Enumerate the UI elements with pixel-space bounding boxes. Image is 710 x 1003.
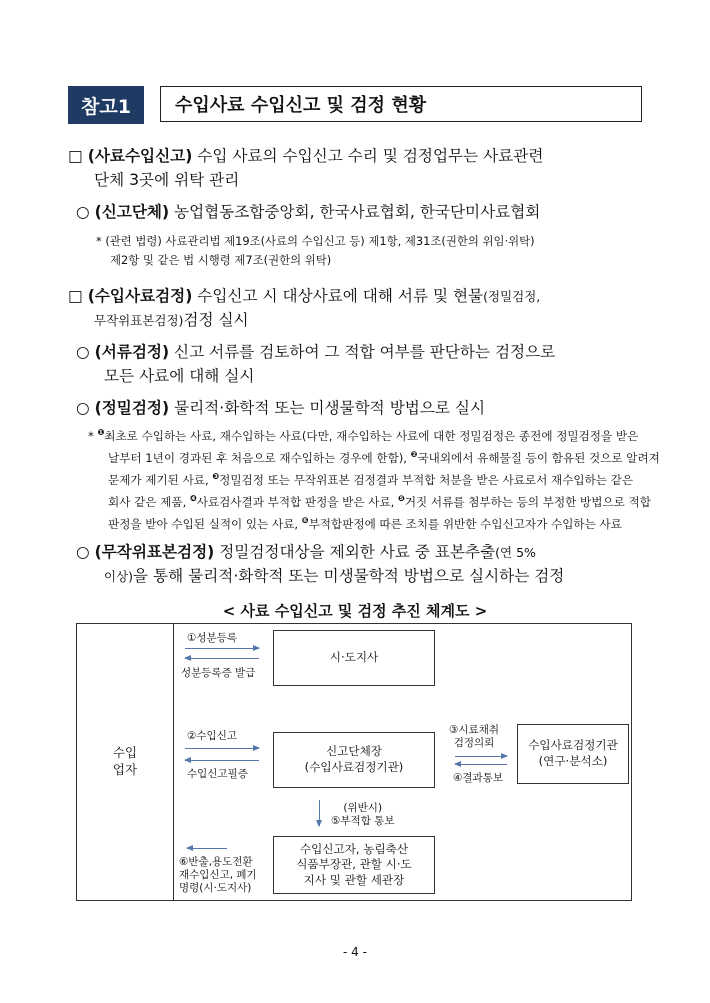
- footnote-line5: [108, 516, 622, 532]
- doc-check-line1: [76, 340, 555, 362]
- precision-check-text: 물리적·화학적 또는 미생물학적 방법으로 실시: [169, 399, 486, 417]
- num-3: ❸: [212, 472, 220, 482]
- footnote-text: 부적합판정에 따른 조치를 위반한 수입신고자가 수입하는 사료: [308, 517, 622, 531]
- footnote-line3: [108, 472, 633, 488]
- step1-return-label: 성분등록증 발급: [181, 667, 256, 679]
- page-number: - 4 -: [343, 945, 367, 959]
- page-title: [160, 86, 642, 122]
- footnote-line1: [88, 428, 638, 444]
- circle-bullet: ○: [76, 399, 90, 417]
- s2-text2: 검정 실시: [183, 311, 249, 329]
- s1-line1: [68, 144, 543, 166]
- importer-node: 수입 업자: [77, 624, 173, 900]
- step1-label: ①성분등록: [187, 632, 237, 644]
- left-arrow-icon: [185, 658, 259, 659]
- num-4: ❹: [189, 494, 197, 504]
- footnote-text: 국내외에서 유해물질 등이 함유된 것으로 알려져: [417, 451, 660, 465]
- process-diagram: [76, 623, 632, 901]
- left-arrow-icon: [187, 848, 227, 849]
- diagram-title: < 사료 수입신고 및 검정 추진 체계도 >: [222, 602, 488, 620]
- lab-node: 수입사료검정기관 (연구·분석소): [517, 724, 629, 784]
- precision-check: [76, 396, 485, 418]
- s2-line1: [68, 284, 540, 306]
- doc-check-text1: 신고 서류를 검토하여 그 적합 여부를 판단하는 검정으로: [169, 343, 556, 361]
- random-check-text2: 을 통해 물리적·화학적 또는 미생물학적 방법으로 실시하는 검정: [133, 567, 565, 585]
- circle-bullet: ○: [76, 343, 90, 361]
- random-check-small: (연 5%: [495, 545, 536, 560]
- random-check-text1: 정밀검정대상을 제외한 사료 중 표본추출: [214, 543, 496, 561]
- step4-label: ④결과통보: [453, 772, 503, 784]
- s1-note2: 제2항 및 같은 법 시행령 제7조(권한의 위탁): [110, 253, 332, 267]
- num-1: ❶: [97, 428, 105, 438]
- s1-sub-text: 농업협동조합중앙회, 한국사료협회, 한국단미사료협회: [169, 203, 541, 221]
- final-node: 수입신고자, 농림축산 식품부장관, 관할 시·도 지사 및 관할 세관장: [273, 836, 435, 894]
- right-arrow-icon: [455, 756, 507, 757]
- page-title-text: 수입사료 수입신고 및 검정 현황: [175, 95, 427, 116]
- right-arrow-icon: [185, 748, 259, 749]
- step6-label: ⑥반출,용도전환 재수입신고, 폐기 명령(시·도지사): [179, 856, 257, 895]
- right-arrow-icon: [185, 648, 259, 649]
- num-6: ❻: [301, 516, 309, 526]
- s2-text2-small: 무작위표본검정): [94, 313, 184, 328]
- random-check-line2: [104, 564, 564, 586]
- footnote-text: 최초로 수입하는 사료, 재수입하는 사료(다만, 재수입하는 사료에 대한 정밀검정은 종전에 정밀검정을 받은: [104, 429, 639, 443]
- importer-divider: [173, 624, 174, 900]
- s1-note1: * (관련 법령) 사료관리법 제19조(사료의 수입신고 등) 제1항, 제31조(권한의 위임·위탁): [96, 234, 535, 248]
- square-bullet: □: [68, 147, 83, 165]
- s1-sub-label: (신고단체): [94, 203, 170, 221]
- s1-line2: 단체 3곳에 위탁 관리: [94, 171, 240, 189]
- footnote-text: 거짓 서류를 첨부하는 등의 부정한 방법으로 적합: [404, 495, 651, 509]
- footnote-line4: [108, 494, 651, 510]
- s1-label: (사료수입신고): [87, 147, 193, 165]
- footnote-text: 사료검사결과 부적합 판정을 받은 사료,: [196, 495, 399, 509]
- s2-line2: [94, 308, 249, 330]
- footnote-line2: [108, 450, 660, 466]
- random-check-label: (무작위표본검정): [94, 543, 215, 561]
- step3-label: ③시료채취 검정의뢰: [449, 724, 499, 750]
- step2-label: ②수입신고: [187, 730, 237, 742]
- doc-check-label: (서류검정): [94, 343, 170, 361]
- step5-label: (위반시) ⑤부적합 통보: [331, 802, 395, 828]
- s2-label: (수입사료검정): [87, 287, 193, 305]
- random-check-small2: 이상): [104, 569, 134, 584]
- s2-text1: 수입신고 시 대상사료에 대해 서류 및 현물: [192, 287, 484, 305]
- footnote-text: 판정을 받아 수입된 실적이 있는 사료,: [108, 517, 302, 531]
- num-2: ❷: [410, 450, 418, 460]
- num-5: ❺: [398, 494, 405, 504]
- footnote-text: 회사 같은 제품,: [108, 495, 190, 509]
- random-check-line1: [76, 540, 536, 562]
- footnote-star: *: [88, 429, 94, 443]
- s1-sub: [76, 200, 540, 222]
- s2-text1-small: (정밀검정,: [483, 289, 541, 304]
- footnote-text: 문제가 제기된 사료,: [108, 473, 213, 487]
- footnote-text: 정밀검정 또는 무작위표본 검정결과 부적합 처분을 받은 사료로서 재수입하는 같은: [219, 473, 634, 487]
- precision-check-label: (정밀검정): [94, 399, 170, 417]
- reference-badge: 참고1: [68, 86, 144, 124]
- doc-check-line2: 모든 사료에 대해 실시: [104, 367, 255, 385]
- circle-bullet: ○: [76, 203, 90, 221]
- left-arrow-icon: [185, 760, 259, 761]
- square-bullet: □: [68, 287, 83, 305]
- down-arrow-icon: [319, 800, 320, 826]
- step2-return-label: 수입신고필증: [187, 768, 248, 780]
- sido-node: 시·도지사: [273, 630, 435, 686]
- footnote-text: 날부터 1년이 경과된 후 처음으로 재수입하는 경우에 한함),: [108, 451, 411, 465]
- circle-bullet: ○: [76, 543, 90, 561]
- s1-text1: 수입 사료의 수입신고 수리 및 검정업무는 사료관련: [192, 147, 544, 165]
- association-node: 신고단체장 (수입사료검정기관): [273, 732, 435, 788]
- left-arrow-icon: [455, 764, 507, 765]
